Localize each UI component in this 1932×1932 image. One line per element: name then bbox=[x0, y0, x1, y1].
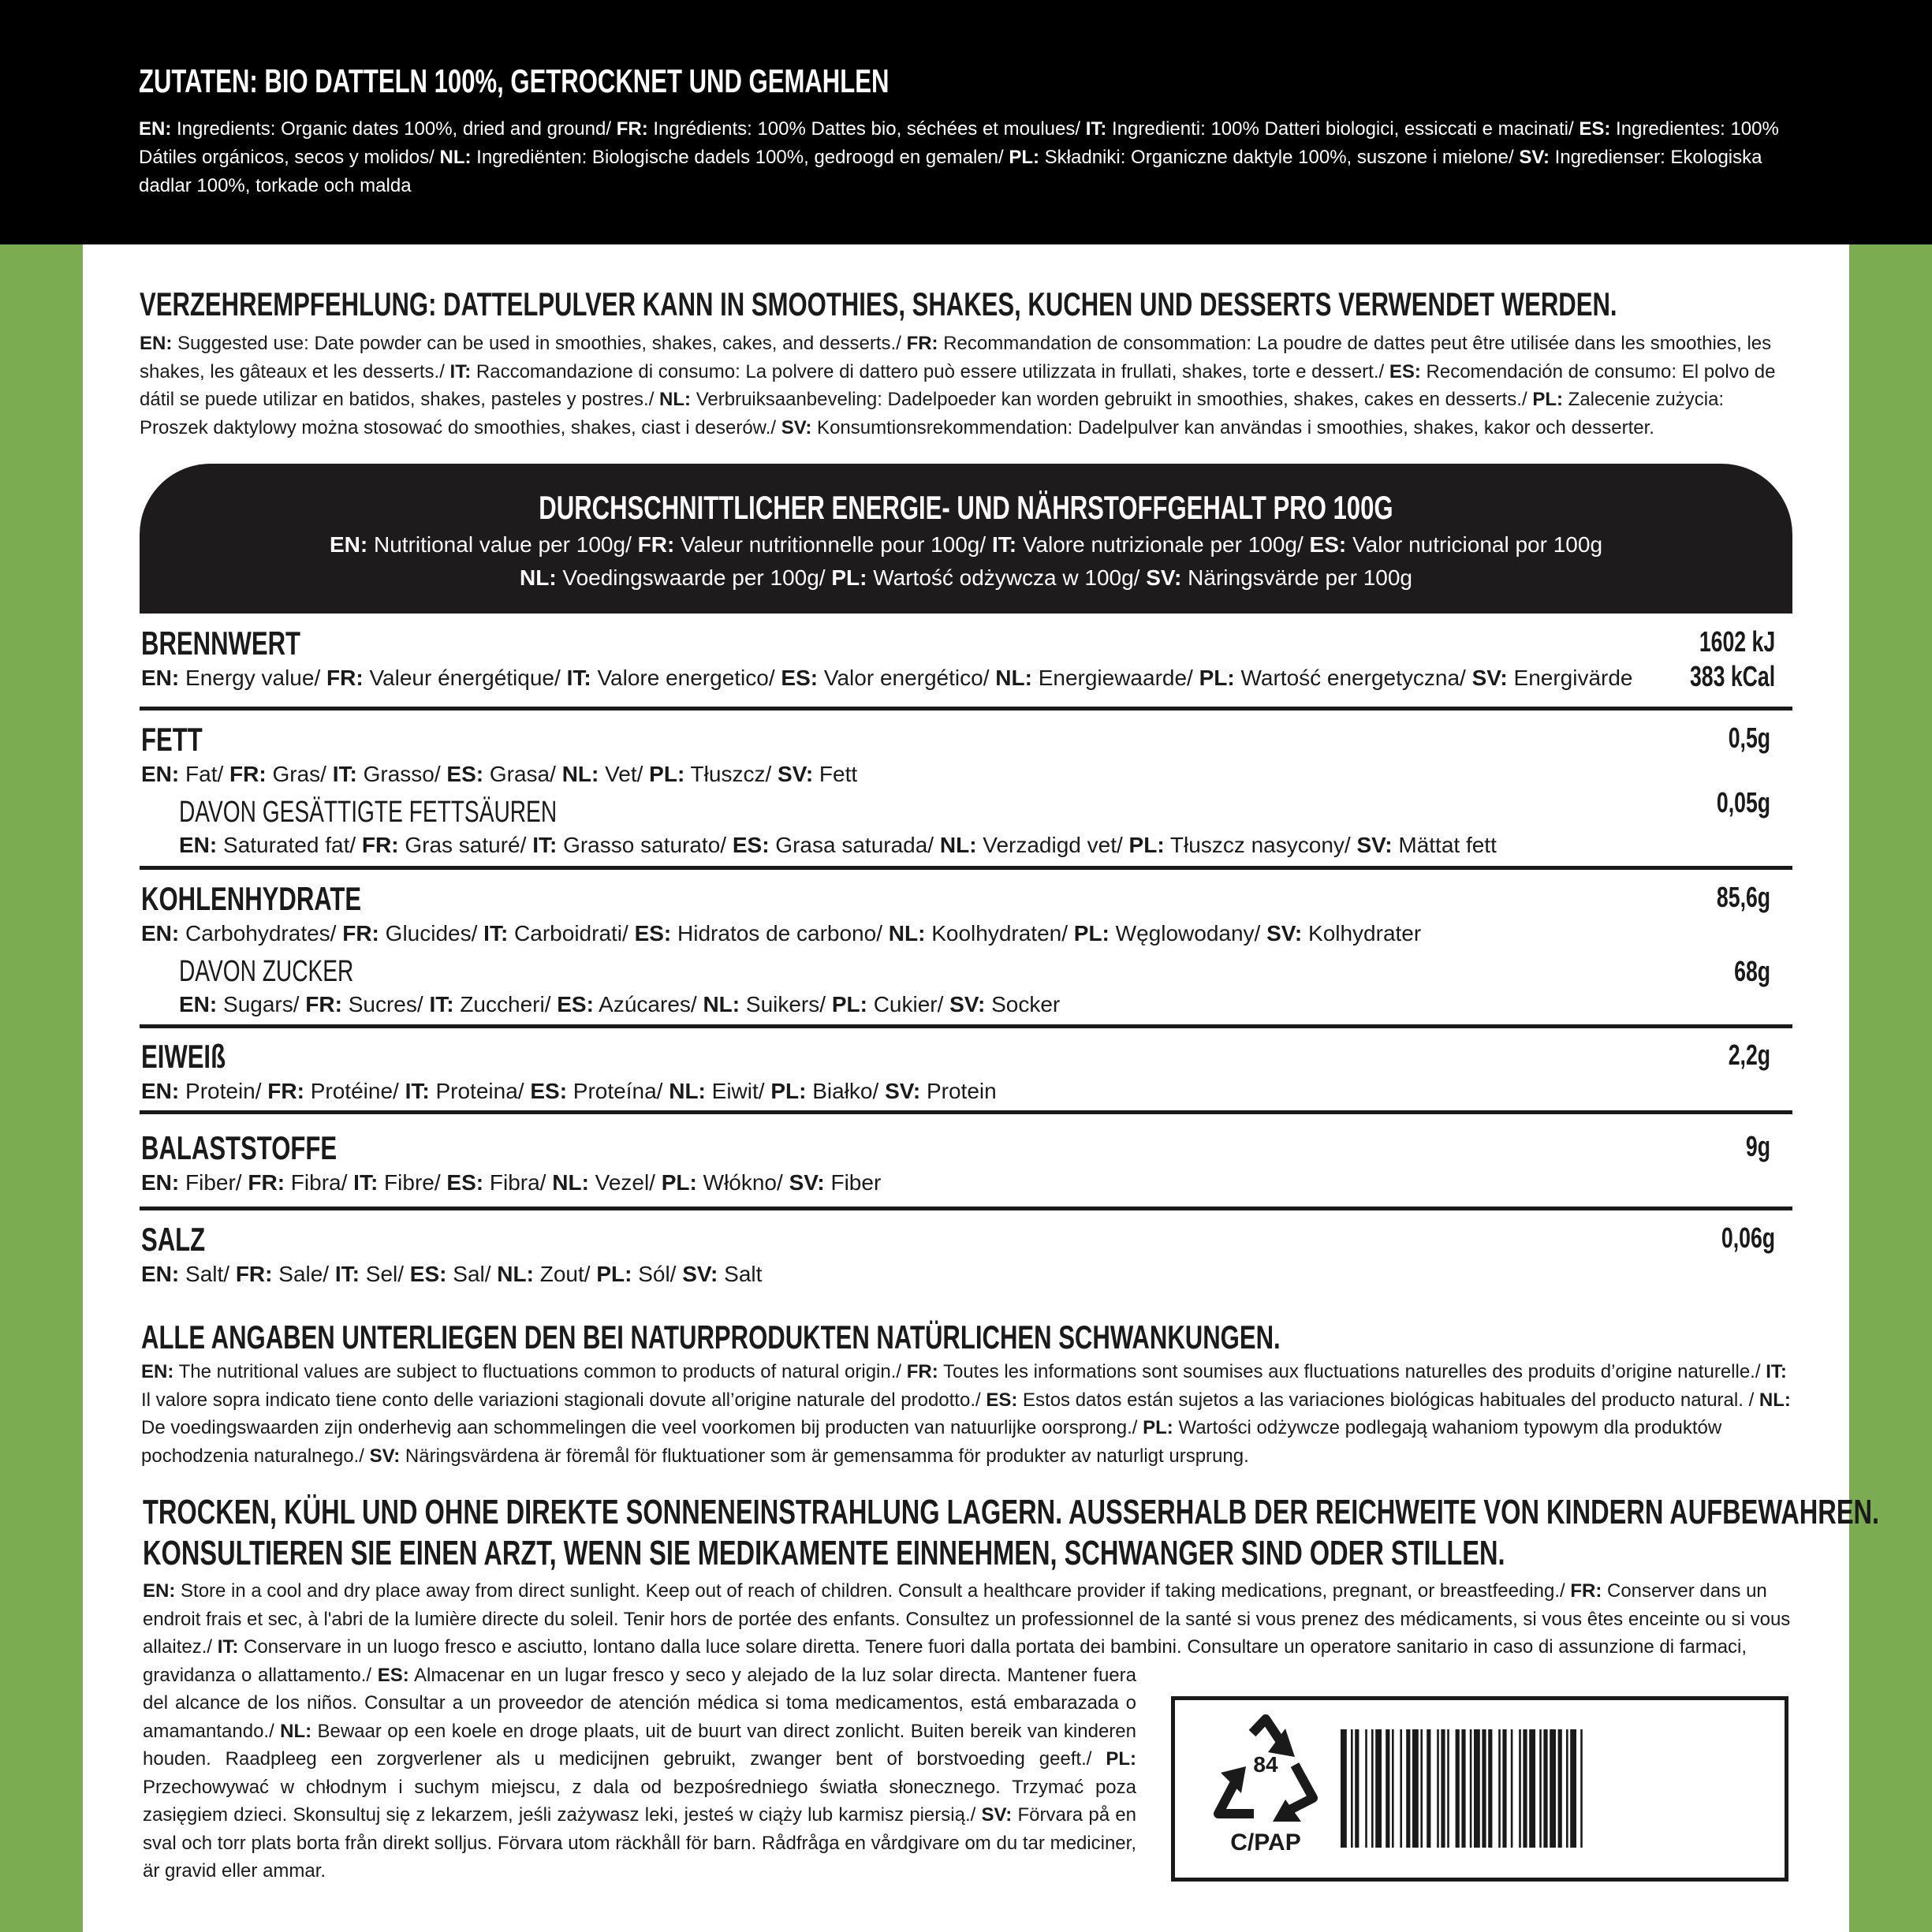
translation-text: Fiber/ bbox=[179, 1170, 248, 1195]
translation-text: Suggested use: Date powder can be used in smoothies, shakes, cakes, and desserts./ bbox=[172, 333, 907, 354]
fat-translations bbox=[141, 759, 1792, 790]
language-code: NL: bbox=[659, 389, 692, 410]
language-code: SV: bbox=[1146, 565, 1182, 590]
recycling-code: 84 bbox=[1253, 1752, 1278, 1777]
divider bbox=[140, 1207, 1792, 1210]
nutrition-row-fat bbox=[141, 721, 1792, 790]
language-code: FR: bbox=[305, 992, 342, 1016]
language-code: SV: bbox=[981, 1804, 1013, 1826]
language-code: SV: bbox=[949, 992, 986, 1016]
translation-text: Carbohydrates/ bbox=[179, 921, 343, 945]
translation-text: Białko/ bbox=[806, 1079, 886, 1103]
language-code: NL: bbox=[497, 1262, 534, 1286]
barcode-bar bbox=[1474, 1729, 1480, 1848]
translation-text: Sucres/ bbox=[341, 992, 430, 1016]
nutrition-row-energy bbox=[141, 625, 1792, 694]
translation-text: The nutritional values are subject to fluctuations common to products of natural origin./ bbox=[173, 1361, 907, 1382]
translation-text: Grasa saturada/ bbox=[769, 833, 940, 857]
language-code: ES: bbox=[530, 1079, 568, 1103]
translation-text: Kolhydrater bbox=[1302, 921, 1422, 945]
language-code: PL: bbox=[770, 1079, 807, 1103]
translation-text: Recommandation de consommation: La poudre de dattes peut être utilisée dans les smoothies, les shakes, les gâteaux et les desserts./ bbox=[140, 333, 1772, 382]
fluctuation-section bbox=[141, 1317, 1794, 1470]
storage-translations-wide bbox=[143, 1577, 1792, 1662]
language-code: EN: bbox=[179, 992, 218, 1016]
translation-text: Almacenar en un lugar fresco y seco y alejado de la luz solar directa. Mantener fuera del alcance de los niños. Consultar a un proveedor de atención médica si toma medicamentos, está embarazada o amamantando./ bbox=[143, 1664, 1136, 1742]
language-code: ES: bbox=[377, 1664, 409, 1686]
translation-text: Energivärde bbox=[1507, 666, 1633, 690]
translation-text: Estos datos están sujetos a las variaciones biológicas habituales del producto natural. / bbox=[1017, 1389, 1759, 1411]
protein-translations bbox=[141, 1076, 1792, 1107]
translation-text: Valeur énergétique/ bbox=[363, 666, 567, 690]
content-panel bbox=[83, 244, 1880, 1932]
protein-value: 2,2g bbox=[1728, 1039, 1770, 1071]
language-code: ES: bbox=[557, 992, 594, 1016]
language-code: SV: bbox=[789, 1170, 825, 1195]
translation-text: Näringsvärde per 100g bbox=[1181, 565, 1412, 590]
nutrition-subline-2 bbox=[140, 561, 1792, 595]
language-code: NL: bbox=[552, 1170, 589, 1195]
translation-text: Verbruiksaanbeveling: Dadelpoeder kan worden gebruikt in smoothies, shakes, cakes en desserts./ bbox=[691, 389, 1533, 410]
translation-text: Ingredienser: Ekologiska dadlar 100%, torkade och malda bbox=[139, 147, 1762, 196]
language-code: SV: bbox=[1471, 666, 1508, 690]
language-code: ES: bbox=[446, 762, 484, 786]
translation-text: Sel/ bbox=[359, 1262, 410, 1286]
barcode-bar bbox=[1461, 1729, 1465, 1848]
salt-translations bbox=[141, 1259, 1792, 1290]
translation-text: Eiwit/ bbox=[705, 1079, 771, 1103]
translation-text: Fibre/ bbox=[378, 1170, 447, 1195]
ingredients-translations bbox=[139, 115, 1795, 200]
sugars-translations bbox=[179, 989, 1792, 1020]
carbs-value: 85,6g bbox=[1716, 881, 1770, 913]
translation-text: Il valore sopra indicato tiene conto delle variazioni stagionali dovute all’origine naturale del prodotto./ bbox=[141, 1389, 987, 1411]
energy-translations bbox=[141, 662, 1792, 694]
language-code: SV: bbox=[885, 1079, 921, 1103]
barcode-bar bbox=[1529, 1729, 1535, 1848]
translation-text: Ingredienti: 100% Datteri biologici, essiccati e macinati/ bbox=[1106, 118, 1580, 140]
barcode-bar bbox=[1523, 1729, 1527, 1848]
translation-text: Saturated fat/ bbox=[217, 833, 362, 857]
translation-text: Fiber bbox=[824, 1170, 882, 1195]
language-code: FR: bbox=[326, 666, 364, 690]
translation-text: Nutritional value per 100g/ bbox=[367, 532, 638, 557]
language-code: ES: bbox=[634, 921, 672, 945]
language-code: ES: bbox=[732, 833, 770, 857]
language-code: PL: bbox=[661, 1170, 697, 1195]
language-code: PL: bbox=[1143, 1417, 1173, 1438]
barcode-bar bbox=[1543, 1729, 1547, 1848]
translation-text: Vet/ bbox=[599, 762, 650, 786]
translation-text: Fibra/ bbox=[285, 1170, 354, 1195]
translation-text: Valor nutricional por 100g bbox=[1346, 532, 1603, 557]
translation-text: Koolhydraten/ bbox=[925, 921, 1074, 945]
language-code: PL: bbox=[1128, 833, 1165, 857]
language-code: EN: bbox=[140, 333, 173, 354]
language-code: NL: bbox=[280, 1720, 312, 1742]
language-code: SV: bbox=[682, 1262, 718, 1286]
fiber-label: BALASTSTOFFE bbox=[141, 1129, 338, 1166]
fluctuation-translations bbox=[141, 1358, 1794, 1470]
language-code: EN: bbox=[143, 1580, 176, 1602]
translation-text: Salt bbox=[718, 1262, 763, 1286]
language-code: EN: bbox=[141, 762, 180, 786]
language-code: IT: bbox=[429, 992, 454, 1016]
language-code: FR: bbox=[361, 833, 399, 857]
storage-translations-narrow bbox=[143, 1662, 1136, 1885]
energy-label: BRENNWERT bbox=[141, 625, 301, 662]
barcode bbox=[1341, 1729, 1766, 1848]
translation-text: Tłuszcz/ bbox=[684, 762, 778, 786]
nutrition-subline-1 bbox=[140, 528, 1792, 561]
translation-text: Voedingswaarde per 100g/ bbox=[556, 565, 832, 590]
translation-text: Sal/ bbox=[446, 1262, 498, 1286]
suggested-use-heading: VERZEHREMPFEHLUNG: DATTELPULVER KANN IN SMOOTHIES, SHAKES, KUCHEN UND DESSERTS VERWENDET WERDEN. bbox=[140, 285, 1617, 323]
translation-text: Włókno/ bbox=[696, 1170, 789, 1195]
language-code: ES: bbox=[1309, 532, 1347, 557]
language-code: SV: bbox=[781, 416, 812, 438]
translation-text: Gras/ bbox=[266, 762, 333, 786]
saturated-value: 0,05g bbox=[1716, 786, 1770, 819]
fiber-value: 9g bbox=[1745, 1130, 1770, 1162]
energy-kcal-value: 383 kCal bbox=[1689, 660, 1775, 692]
language-code: FR: bbox=[906, 333, 938, 354]
nutrition-table-header bbox=[140, 464, 1792, 614]
barcode-bar bbox=[1420, 1729, 1423, 1848]
translation-text: Ingrédients: 100% Dattes bio, séchées et moulues/ bbox=[647, 118, 1086, 140]
translation-text: De voedingswaarden zijn onderhevig aan schommelingen die veel voorkomen bij producten van natuurlijke oorsprong./ bbox=[141, 1417, 1143, 1438]
translation-text: Mättat fett bbox=[1392, 833, 1497, 857]
language-code: PL: bbox=[1106, 1748, 1136, 1770]
translation-text: Wartość odżywcza w 100g/ bbox=[867, 565, 1147, 590]
language-code: ES: bbox=[781, 666, 819, 690]
translation-text: Toutes les informations sont soumises aux fluctuations naturelles des produits d’origine naturelle./ bbox=[938, 1361, 1766, 1382]
language-code: FR: bbox=[906, 1361, 938, 1382]
translation-text: Protein bbox=[920, 1079, 997, 1103]
divider bbox=[140, 1024, 1792, 1028]
language-code: IT: bbox=[217, 1636, 239, 1658]
language-code: FR: bbox=[235, 1262, 273, 1286]
translation-text: Fat/ bbox=[179, 762, 230, 786]
translation-text: Hidratos de carbono/ bbox=[671, 921, 889, 945]
barcode-bar bbox=[1470, 1729, 1472, 1848]
nutrition-row-sugars bbox=[179, 954, 1792, 1020]
barcode-bar bbox=[1550, 1729, 1556, 1848]
language-code: NL: bbox=[888, 921, 926, 945]
language-code: FR: bbox=[267, 1079, 304, 1103]
fiber-translations bbox=[141, 1167, 1792, 1199]
translation-text: Składniki: Organiczne daktyle 100%, suszone i mielone/ bbox=[1039, 147, 1520, 168]
translation-text: Energiewaarde/ bbox=[1031, 666, 1199, 690]
barcode-bar bbox=[1351, 1729, 1353, 1848]
translation-text: gravidanza o allattamento./ bbox=[143, 1664, 378, 1686]
translation-text: Tłuszcz nasycony/ bbox=[1164, 833, 1357, 857]
translation-text: Zout/ bbox=[533, 1262, 597, 1286]
translation-text: Proteina/ bbox=[429, 1079, 531, 1103]
translation-text: Cukier/ bbox=[867, 992, 950, 1016]
language-code: PL: bbox=[1009, 147, 1039, 168]
fluctuation-heading: ALLE ANGABEN UNTERLIEGEN DEN BEI NATURPRODUKTEN NATÜRLICHEN SCHWANKUNGEN. bbox=[141, 1318, 1281, 1356]
divider bbox=[140, 1110, 1792, 1114]
nutrition-row-carbs bbox=[141, 880, 1792, 949]
language-code: PL: bbox=[1073, 921, 1110, 945]
barcode-bar bbox=[1558, 1729, 1562, 1848]
language-code: PL: bbox=[831, 992, 867, 1016]
storage-heading-1: TROCKEN, KÜHL UND OHNE DIREKTE SONNENEINSTRAHLUNG LAGERN. AUSSERHALB DER REICHWEITE VON KINDERN AUFBEWAHREN. bbox=[143, 1493, 1880, 1531]
language-code: EN: bbox=[329, 532, 368, 557]
translation-text: Näringsvärdena är föremål för fluktuationer som är gemensamma för produkter av naturligt ursprung. bbox=[400, 1445, 1249, 1467]
language-code: NL: bbox=[561, 762, 599, 786]
language-code: EN: bbox=[141, 1361, 174, 1382]
translation-text: Suikers/ bbox=[740, 992, 832, 1016]
language-code: IT: bbox=[332, 762, 357, 786]
translation-text: Conserver dans un endroit frais et sec, à l'abri de la lumière directe du soleil. Tenir hors de portée des enfants. Consultez un professionnel de la santé si vous prenez des médicaments, si vous êtes enceinte ou si vous allaitez./ bbox=[143, 1580, 1791, 1658]
language-code: ES: bbox=[986, 1389, 1018, 1411]
barcode-bar bbox=[1406, 1729, 1410, 1848]
divider bbox=[140, 707, 1792, 711]
translation-text: Store in a cool and dry place away from direct sunlight. Keep out of reach of children. Consult a healthcare provider if taking medications, pregnant, or breastfeeding./ bbox=[175, 1580, 1571, 1602]
language-code: PL: bbox=[1199, 666, 1235, 690]
barcode-bar bbox=[1375, 1729, 1382, 1848]
translation-text: Valor energético/ bbox=[818, 666, 996, 690]
barcode-bar bbox=[1447, 1729, 1449, 1848]
language-code: FR: bbox=[616, 118, 648, 140]
nutrition-row-saturated bbox=[179, 786, 1792, 861]
translation-text: Verzadigd vet/ bbox=[976, 833, 1129, 857]
language-code: IT: bbox=[1766, 1361, 1787, 1382]
barcode-bar bbox=[1392, 1729, 1394, 1848]
language-code: PL: bbox=[649, 762, 685, 786]
translation-text: Protein/ bbox=[179, 1079, 268, 1103]
language-code: IT: bbox=[334, 1262, 360, 1286]
barcode-bar bbox=[1539, 1729, 1542, 1848]
barcode-bar bbox=[1437, 1729, 1439, 1848]
recycling-barcode-box bbox=[1171, 1696, 1788, 1882]
translation-text: Węglowodany/ bbox=[1109, 921, 1267, 945]
salt-label: SALZ bbox=[141, 1221, 206, 1258]
barcode-bar bbox=[1341, 1729, 1347, 1848]
translation-text: Socker bbox=[985, 992, 1061, 1016]
language-code: ES: bbox=[409, 1262, 447, 1286]
barcode-bar bbox=[1400, 1729, 1402, 1848]
translation-text: Carboidrati/ bbox=[508, 921, 635, 945]
language-code: EN: bbox=[141, 666, 180, 690]
barcode-bar bbox=[1498, 1729, 1501, 1848]
translation-text: Energy value/ bbox=[179, 666, 327, 690]
translation-text: Valeur nutritionnelle pour 100g/ bbox=[674, 532, 992, 557]
language-code: PL: bbox=[596, 1262, 632, 1286]
suggested-use-translations bbox=[140, 330, 1792, 442]
language-code: FR: bbox=[637, 532, 675, 557]
translation-text: Proteína/ bbox=[567, 1079, 669, 1103]
translation-text: Zalecenie zużycia: Proszek daktylowy można stosować do smoothies, shakes, ciast i deserów./ bbox=[140, 389, 1725, 438]
translation-text: Vezel/ bbox=[588, 1170, 662, 1195]
translation-text: Protéine/ bbox=[304, 1079, 405, 1103]
barcode-bar bbox=[1427, 1729, 1430, 1848]
barcode-bar bbox=[1371, 1729, 1374, 1848]
recycle-triangle-icon bbox=[1207, 1711, 1325, 1869]
language-code: FR: bbox=[342, 921, 379, 945]
translation-text: Bewaar op een koele en droge plaats, uit de buurt van direct zonlicht. Buiten bereik van kinderen houden. Raadpleeg een zorgverlener als u medicijnen gebruikt, zwanger bent of borstvoeding geeft./ bbox=[143, 1720, 1136, 1770]
barcode-bar bbox=[1355, 1729, 1359, 1848]
saturated-label: DAVON GESÄTTIGTE FETTSÄUREN bbox=[179, 796, 558, 829]
language-code: NL: bbox=[703, 992, 740, 1016]
barcode-bar bbox=[1580, 1729, 1583, 1848]
barcode-bar bbox=[1456, 1729, 1460, 1848]
translation-text: Sale/ bbox=[272, 1262, 335, 1286]
translation-text: Ingrediënten: Biologische dadels 100%, gedroogd en gemalen/ bbox=[471, 147, 1009, 168]
language-code: EN: bbox=[141, 1262, 180, 1286]
translation-text: Wartości odżywcze podlegają wahaniom typowym dla produktów pochodzenia naturalnego./ bbox=[141, 1417, 1722, 1467]
translation-text: Raccomandazione di consumo: La polvere di dattero può essere utilizzata in frullati, shakes, torte e dessert./ bbox=[471, 360, 1389, 382]
language-code: IT: bbox=[449, 360, 472, 382]
divider bbox=[140, 866, 1792, 870]
translation-text: Conservare in un luogo fresco e asciutto, lontano dalla luce solare diretta. Tenere fuori dalla portata dei bambini. Consultare un operatore sanitario in caso di assunzione di farmaci, bbox=[238, 1636, 1747, 1658]
carbs-label: KOHLENHYDRATE bbox=[141, 880, 362, 917]
ingredients-band bbox=[0, 0, 1932, 244]
language-code: IT: bbox=[483, 921, 509, 945]
recycling-material: C/PAP bbox=[1230, 1829, 1301, 1856]
translation-text: Valore nutrizionale per 100g/ bbox=[1016, 532, 1310, 557]
language-code: SV: bbox=[778, 762, 814, 786]
translation-text: Fett bbox=[813, 762, 858, 786]
nutrition-row-salt bbox=[141, 1221, 1792, 1290]
sugars-value: 68g bbox=[1734, 955, 1770, 987]
translation-text: Recomendación de consumo: El polvo de dátil se puede utilizar en batidos, shakes, pasteles y postres./ bbox=[140, 360, 1776, 410]
language-code: NL: bbox=[939, 833, 977, 857]
language-code: PL: bbox=[1532, 389, 1563, 410]
language-code: ES: bbox=[446, 1170, 484, 1195]
translation-text: Valore energetico/ bbox=[591, 666, 781, 690]
carbs-translations bbox=[141, 918, 1792, 949]
sugars-label: DAVON ZUCKER bbox=[179, 955, 354, 988]
language-code: NL: bbox=[520, 565, 557, 590]
translation-text: Förvara på en sval och torr plats borta från direkt solljus. Förvara utom räckhåll för barn. Rådfråga en vårdgivare om du tar mediciner, är gravid eller ammar. bbox=[143, 1804, 1137, 1882]
barcode-bar bbox=[1570, 1729, 1576, 1848]
language-code: SV: bbox=[1266, 921, 1303, 945]
barcode-bar bbox=[1482, 1729, 1486, 1848]
translation-text: Fibra/ bbox=[483, 1170, 553, 1195]
barcode-bar bbox=[1365, 1729, 1367, 1848]
suggested-use-section bbox=[140, 284, 1792, 442]
language-code: EN: bbox=[141, 921, 180, 945]
nutrition-heading: DURCHSCHNITTLICHER ENERGIE- UND NÄHRSTOFFGEHALT PRO 100G bbox=[539, 489, 1393, 526]
ingredients-heading: ZUTATEN: BIO DATTELN 100%, GETROCKNET UND GEMAHLEN bbox=[139, 62, 890, 99]
saturated-translations bbox=[179, 830, 1792, 861]
protein-label: EIWEIß bbox=[141, 1038, 226, 1075]
translation-text: Zuccheri/ bbox=[453, 992, 558, 1016]
translation-text: Grasso/ bbox=[356, 762, 447, 786]
language-code: EN: bbox=[141, 1079, 180, 1103]
language-code: EN: bbox=[141, 1170, 180, 1195]
language-code: FR: bbox=[248, 1170, 285, 1195]
nutrition-row-fiber bbox=[141, 1129, 1792, 1199]
language-code: SV: bbox=[1519, 147, 1550, 168]
barcode-bar bbox=[1488, 1729, 1492, 1848]
language-code: SV: bbox=[369, 1445, 401, 1467]
barcode-bar bbox=[1566, 1729, 1568, 1848]
translation-text: Konsumtionsrekommendation: Dadelpulver kan användas i smoothies, shakes, kakor och desserter. bbox=[811, 416, 1654, 438]
salt-value: 0,06g bbox=[1721, 1221, 1775, 1254]
fat-value: 0,5g bbox=[1728, 722, 1770, 754]
barcode-bar bbox=[1502, 1729, 1506, 1848]
translation-text: Glucides/ bbox=[379, 921, 484, 945]
language-code: FR: bbox=[1570, 1580, 1602, 1602]
language-code: IT: bbox=[566, 666, 591, 690]
language-code: FR: bbox=[229, 762, 267, 786]
language-code: NL: bbox=[669, 1079, 706, 1103]
language-code: NL: bbox=[995, 666, 1032, 690]
language-code: NL: bbox=[1759, 1389, 1791, 1411]
language-code: ES: bbox=[1579, 118, 1611, 140]
nutrition-row-protein bbox=[141, 1038, 1792, 1107]
fat-label: FETT bbox=[141, 721, 203, 758]
language-code: ES: bbox=[1389, 360, 1421, 382]
language-code: IT: bbox=[353, 1170, 379, 1195]
translation-text: Sugars/ bbox=[217, 992, 306, 1016]
language-code: SV: bbox=[1356, 833, 1393, 857]
translation-text: Grasso saturato/ bbox=[557, 833, 733, 857]
translation-text: Wartość energetyczna/ bbox=[1234, 666, 1472, 690]
translation-text: Gras saturé/ bbox=[398, 833, 533, 857]
language-code: PL: bbox=[831, 565, 867, 590]
translation-text: Azúcares/ bbox=[593, 992, 703, 1016]
translation-text: Sól/ bbox=[632, 1262, 683, 1286]
language-code: IT: bbox=[1085, 118, 1107, 140]
translation-text: Salt/ bbox=[179, 1262, 236, 1286]
energy-kj-value: 1602 kJ bbox=[1699, 625, 1775, 658]
language-code: EN: bbox=[139, 118, 172, 140]
barcode-bar bbox=[1519, 1729, 1521, 1848]
translation-text: Grasa/ bbox=[483, 762, 562, 786]
language-code: IT: bbox=[532, 833, 558, 857]
translation-text: Ingredients: Organic dates 100%, dried and ground/ bbox=[171, 118, 617, 140]
translation-text: Ingredientes: 100% Dátiles orgánicos, secos y molidos/ bbox=[139, 118, 1779, 168]
barcode-bar bbox=[1412, 1729, 1419, 1848]
translation-text: Przechowywać w chłodnym i suchym miejscu, z dala od bezpośredniego światła słonecznego. Trzymać poza zasięgiem dzieci. Skonsultuj się z lekarzem, jeśli zażywasz leki, jesteś w ciąży lub karmisz piersią./ bbox=[143, 1776, 1136, 1826]
storage-heading-2: KONSULTIEREN SIE EINEN ARZT, WENN SIE MEDIKAMENTE EINNEHMEN, SCHWANGER SIND ODER STILLEN. bbox=[143, 1534, 1505, 1572]
language-code: IT: bbox=[991, 532, 1017, 557]
barcode-bar bbox=[1386, 1729, 1389, 1848]
language-code: IT: bbox=[405, 1079, 430, 1103]
barcode-bar bbox=[1441, 1729, 1445, 1848]
barcode-bar bbox=[1511, 1729, 1513, 1848]
language-code: EN: bbox=[179, 833, 218, 857]
language-code: NL: bbox=[439, 147, 472, 168]
